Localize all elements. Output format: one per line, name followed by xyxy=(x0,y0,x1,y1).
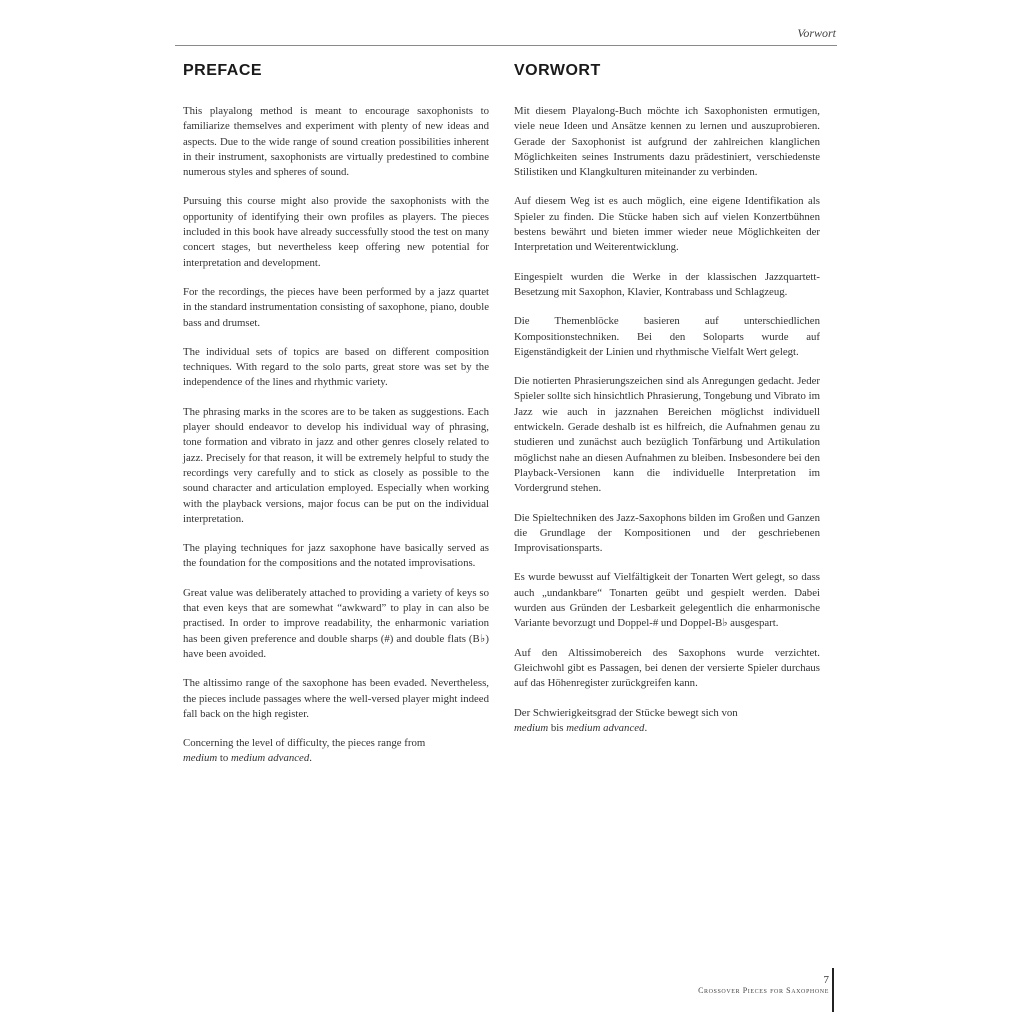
difficulty-from: medium xyxy=(514,721,549,734)
vorwort-paragraph-text: Der Schwierigkeitsgrad der Stücke bewegt sich von xyxy=(514,706,738,719)
preface-paragraph: Pursuing this course might also provide the saxophonists with the opportunity of identifying their own profiles as players. The pieces included in this book have already successfully stood the test on many concert stages, but nevertheless keep offering new potential for interpretation and development. xyxy=(183,195,489,269)
vorwort-heading: VORWORT xyxy=(514,62,601,79)
vorwort-paragraph: Auf den Altissimobereich des Saxophons wurde verzichtet. Gleichwohl gibt es Passagen, bei denen der versierte Spieler durchaus auf das Höhenregister zurückgreifen kann. xyxy=(514,646,820,690)
page-footer xyxy=(698,974,829,995)
vorwort-paragraph: Die Spieltechniken des Jazz-Saxophons bilden im Großen und Ganzen die Grundlage der Kompositionen und der geschriebenen Improvisationsparts. xyxy=(514,511,820,555)
difficulty-period: . xyxy=(309,752,312,765)
running-header: Vorwort xyxy=(797,26,836,40)
preface-paragraph: The phrasing marks in the scores are to be taken as suggestions. Each player should endeavor to develop his individual way of phrasing, tone formation and vibrato in jazz and other genres closely related to jazz. Precisely for that reason, it will be extremely helpful to study the recordings very carefully and to stick as closely as possible to the sound character and articulation employed. Especially when working with the playback versions, major focus can be put on the individual interpretation. xyxy=(183,405,489,525)
preface-paragraph: Great value was deliberately attached to providing a variety of keys so that even keys that are somewhat “awkward” to play in can also be practised. In order to improve readability, the enharmonic variation has been given preference and double sharps (#) and double flats (B♭) have been avoided. xyxy=(183,586,489,660)
preface-paragraph: The individual sets of topics are based on different composition techniques. With regard to the solo parts, great store was set by the independence of the lines and rhythmic variety. xyxy=(183,345,489,389)
preface-paragraph-last xyxy=(183,736,489,767)
book-title: Crossover Pieces for Saxophone xyxy=(698,986,829,995)
vorwort-column xyxy=(514,62,820,750)
vorwort-paragraph: Auf diesem Weg ist es auch möglich, eine eigene Identifikation als Spieler zu finden. Die Stücke haben sich auf vielen Konzertbühnen bestens bewährt und bieten immer wieder neue Möglichkeiten der Interpretation und Weiterentwicklung. xyxy=(514,195,820,254)
difficulty-period: . xyxy=(644,721,648,734)
preface-paragraph-text: Concerning the level of difficulty, the pieces range from xyxy=(183,737,426,750)
footer-rule xyxy=(832,968,834,1012)
preface-paragraph: This playalong method is meant to encourage saxophonists to familiarize themselves and experiment with plenty of new ideas and aspects. Due to the wide range of sound creation possibilities inherent in their instrument, saxophonists are virtually predestined to combine numerous styles and spheres of sound. xyxy=(183,105,489,179)
difficulty-joiner: to xyxy=(217,752,231,765)
vorwort-paragraph: Die Themenblöcke basieren auf unterschiedlichen Kompositionstechniken. Bei den Soloparts wurde auf Eigenständigkeit der Linien und rhythmische Vielfalt Wert gelegt. xyxy=(514,315,820,358)
difficulty-to: medium advanced xyxy=(230,752,310,765)
difficulty-joiner: bis xyxy=(548,721,567,734)
page-number: 7 xyxy=(823,974,829,986)
difficulty-from: medium xyxy=(183,752,218,765)
preface-column xyxy=(183,62,489,781)
vorwort-paragraph-last xyxy=(514,706,820,737)
preface-heading: PREFACE xyxy=(183,62,263,79)
difficulty-to: medium advanced xyxy=(566,721,645,734)
preface-paragraph: For the recordings, the pieces have been performed by a jazz quartet in the standard instrumentation consisting of saxophone, piano, double bass and drumset. xyxy=(183,285,489,329)
vorwort-paragraph: Es wurde bewusst auf Vielfältigkeit der Tonarten Wert gelegt, so dass auch „undankbare“ Tonarten geübt und gespielt werden. Dabei wurden aus Gründen der Lesbarkeit gelegentlich die enharmonische Variante bevorzugt und Doppel-# und Doppel-B♭ ausgespart. xyxy=(514,571,820,630)
vorwort-paragraph: Die notierten Phrasierungszeichen sind als Anregungen gedacht. Jeder Spieler sollte sich hinsichtlich Phrasierung, Tongebung und Vibrato im Jazz wie auch in jazznahen Bereichen möglichst individuell entwickeln. Gerade deshalb ist es hilfreich, die Aufnahmen genau zu studieren und zunächst auch bezüglich Tonfärbung und Artikulation möglichst nahe an diesen Aufnahmen zu bleiben. Insbesondere bei den Playback-Versionen kann die individuelle Interpretation im Vordergrund stehen. xyxy=(514,375,820,495)
header-divider xyxy=(175,45,837,46)
vorwort-paragraph: Mit diesem Playalong-Buch möchte ich Saxophonisten ermutigen, viele neue Ideen und Ansätze kennen zu lernen und auszuprobieren. Gerade der Saxophonist ist aufgrund der zahlreichen klanglichen Möglichkeiten seines Instruments dazu prädestiniert, verschiedenste Stilistiken und Klangkulturen miteinander zu verbinden. xyxy=(514,105,820,179)
vorwort-paragraph: Eingespielt wurden die Werke in der klassischen Jazzquartett-Besetzung mit Saxophon, Klavier, Kontrabass und Schlagzeug. xyxy=(514,270,820,298)
preface-paragraph: The altissimo range of the saxophone has been evaded. Nevertheless, the pieces include passages where the well-versed player might indeed fall back on the high register. xyxy=(183,677,489,720)
preface-paragraph: The playing techniques for jazz saxophone have basically served as the foundation for the compositions and the notated improvisations. xyxy=(183,542,489,570)
